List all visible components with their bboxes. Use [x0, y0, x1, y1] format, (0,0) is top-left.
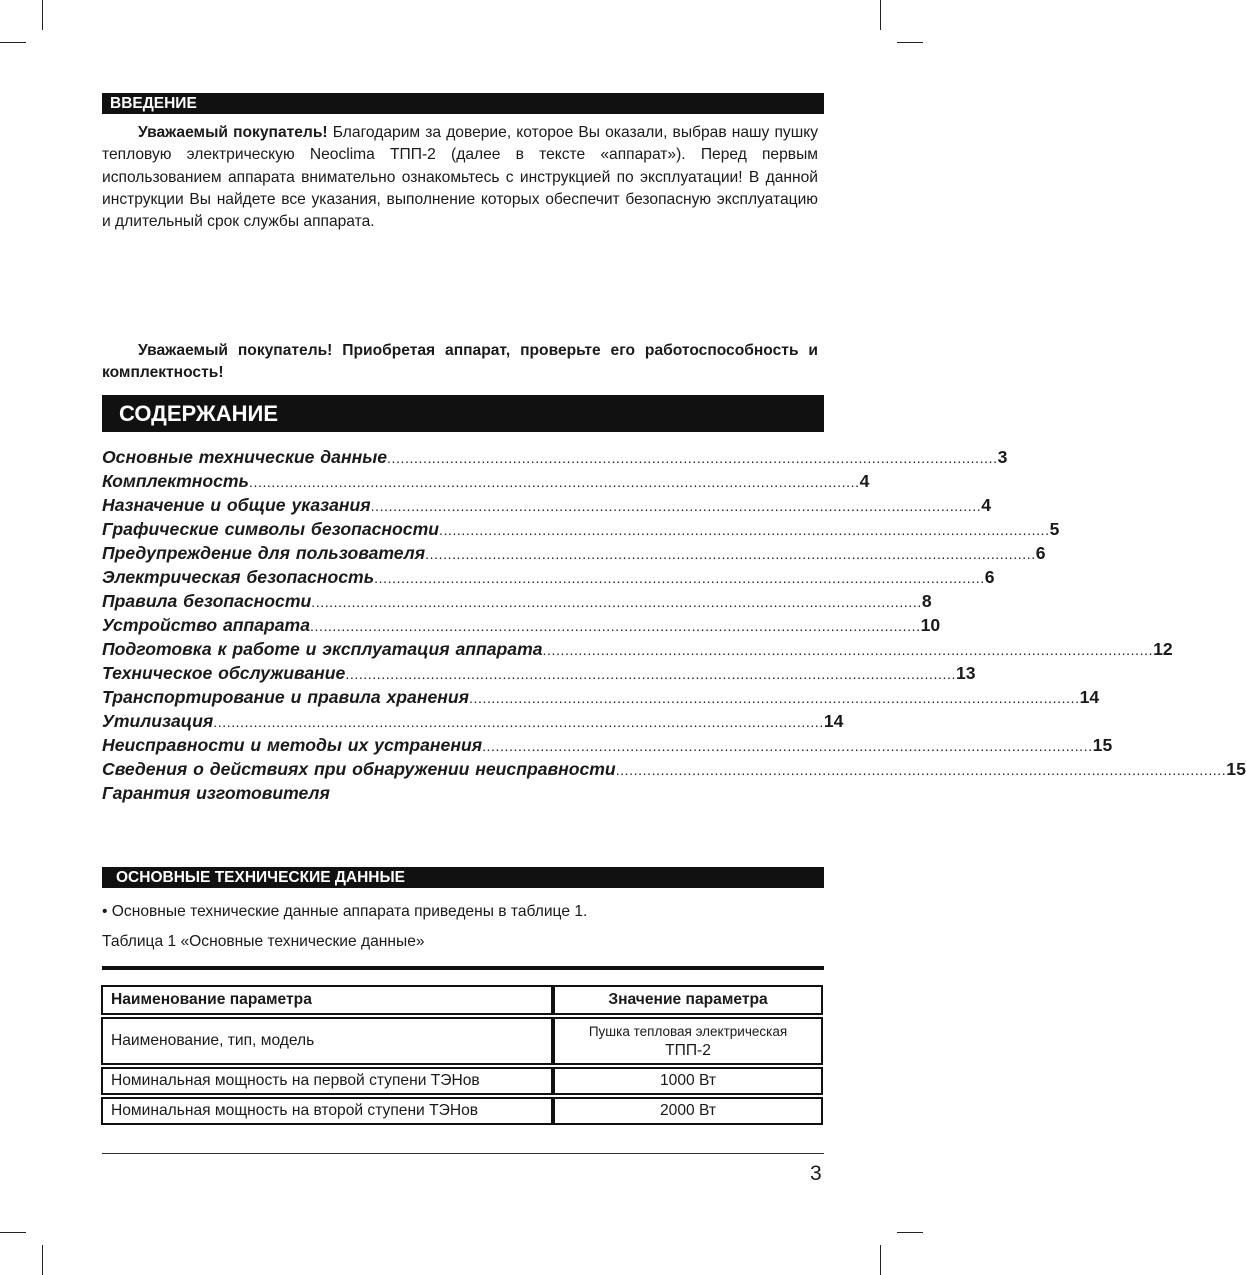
toc-leader-dots: ........................................................................................................................................	[345, 666, 956, 682]
crop-mark	[0, 1232, 26, 1233]
value-cell	[553, 1017, 823, 1065]
param-cell: Номинальная мощность на первой ступени ТЭНов	[101, 1067, 553, 1095]
toc-entry-title: Комплектность	[102, 471, 249, 491]
buyer-notice	[102, 340, 818, 385]
toc-entry-title: Подготовка к работе и эксплуатация аппарата	[102, 639, 543, 659]
toc-entry-page: 12	[1153, 639, 1173, 659]
param-cell: Наименование, тип, модель	[101, 1017, 553, 1065]
toc-entry[interactable]	[102, 639, 1173, 663]
toc-leader-dots: ........................................................................................................................................	[542, 642, 1154, 658]
toc-entry-page: 4	[859, 471, 870, 491]
toc-entry[interactable]	[102, 759, 1246, 783]
toc-entry-page: 6	[1035, 543, 1046, 563]
table-of-contents	[102, 447, 1246, 807]
toc-entry-title: Гарантия изготовителя	[102, 783, 330, 803]
toc-entry-title: Утилизация	[102, 711, 214, 731]
toc-entry[interactable]	[102, 519, 1060, 543]
toc-entry-title: Транспортирование и правила хранения	[102, 687, 469, 707]
column-header-value: Значение параметра	[553, 985, 823, 1015]
toc-entry-page: 15	[1226, 759, 1246, 779]
toc-entry-page: 15	[1092, 735, 1113, 755]
toc-heading: СОДЕРЖАНИЕ	[102, 395, 824, 432]
toc-leader-dots: ........................................................................................................................................	[374, 570, 985, 586]
value-line: Пушка тепловая электрическая	[588, 1024, 788, 1039]
toc-entry[interactable]	[102, 735, 1113, 759]
toc-entry[interactable]	[102, 567, 995, 591]
crop-mark	[897, 1232, 923, 1233]
toc-entry[interactable]	[102, 615, 941, 639]
toc-leader-dots: ........................................................................................................................................	[370, 498, 982, 514]
crop-mark	[42, 0, 43, 30]
toc-entry-page: 8	[921, 591, 932, 611]
toc-entry[interactable]	[102, 711, 844, 735]
intro-greeting: Уважаемый покупатель!	[138, 124, 328, 141]
footer-divider	[102, 1153, 824, 1154]
toc-entry-page: 10	[920, 615, 941, 635]
toc-leader-dots: ........................................................................................................................................	[615, 762, 1227, 778]
table-header-row	[101, 985, 823, 1015]
toc-entry-page: 14	[823, 711, 844, 731]
spec-table	[101, 983, 823, 1127]
table-row	[101, 1097, 823, 1125]
crop-mark	[880, 0, 881, 30]
toc-entry[interactable]	[102, 471, 870, 495]
toc-leader-dots: ........................................................................................................................................	[468, 690, 1080, 706]
toc-entry-title: Неисправности и методы их устранения	[102, 735, 483, 755]
toc-entry-title: Основные технические данные	[102, 447, 388, 467]
toc-entry-title: Устройство аппарата	[102, 615, 310, 635]
value-line: ТПП-2	[665, 1042, 711, 1059]
value-cell: 1000 Вт	[553, 1067, 823, 1095]
toc-entry-title: Графические символы безопасности	[102, 519, 439, 539]
toc-leader-dots: ........................................................................................................................................	[309, 618, 921, 634]
toc-leader-dots: ........................................................................................................................................	[311, 594, 922, 610]
value-cell: 2000 Вт	[553, 1097, 823, 1125]
crop-mark	[42, 1245, 43, 1275]
toc-entry-page: 3	[997, 447, 1008, 467]
toc-entry-title: Электрическая безопасность	[102, 567, 375, 587]
toc-entry-title: Правила безопасности	[102, 591, 312, 611]
page-number: 3	[810, 1162, 822, 1185]
crop-mark	[0, 42, 26, 43]
toc-entry[interactable]	[102, 495, 992, 519]
table-row	[101, 1067, 823, 1095]
toc-entry-page: 4	[981, 495, 992, 515]
specs-heading: ОСНОВНЫЕ ТЕХНИЧЕСКИЕ ДАННЫЕ	[102, 867, 824, 888]
intro-heading: ВВЕДЕНИЕ	[102, 93, 824, 114]
toc-entry-title: Техническое обслуживание	[102, 663, 346, 683]
crop-mark	[880, 1245, 881, 1275]
toc-entry-page: 5	[1049, 519, 1060, 539]
intro-paragraph	[102, 122, 818, 233]
table-caption: Таблица 1 «Основные технические данные»	[102, 933, 425, 950]
notice-text: Уважаемый покупатель! Приобретая аппарат, проверьте его работоспособность и комплектность!	[102, 342, 818, 382]
toc-entry-title: Предупреждение для пользователя	[102, 543, 426, 563]
toc-entry[interactable]	[102, 663, 976, 687]
table-row	[101, 1017, 823, 1065]
param-cell: Номинальная мощность на второй ступени ТЭНов	[101, 1097, 553, 1125]
toc-leader-dots: ........................................................................................................................................	[213, 714, 824, 730]
toc-entry[interactable]	[102, 447, 1008, 471]
toc-entry-page: 13	[955, 663, 976, 683]
divider	[102, 966, 824, 970]
specs-bullet: • Основные технические данные аппарата приведены в таблице 1.	[102, 903, 588, 920]
column-header-param: Наименование параметра	[101, 985, 553, 1015]
toc-leader-dots: ........................................................................................................................................	[425, 546, 1036, 562]
intro-text: Благодарим за доверие, которое Вы оказали, выбрав нашу пушку тепловую электрическую Neoclima ТПП-2 (далее в тексте «аппарат»). Перед первым использованием аппарата внимательно ознакомьтесь с инструкцией по эксплуатации! В данной инструкции Вы найдете все указания, выполнение которых обеспечит безопасную эксплуатацию и длительный срок службы аппарата.	[102, 124, 818, 231]
toc-entry[interactable]	[102, 783, 824, 807]
toc-leader-dots: ........................................................................................................................................	[387, 450, 998, 466]
toc-entry[interactable]	[102, 687, 1100, 711]
toc-entry-page: 14	[1079, 687, 1100, 707]
toc-leader-dots: ........................................................................................................................................	[248, 474, 860, 490]
toc-entry-title: Сведения о действиях при обнаружении неисправности	[102, 759, 616, 779]
toc-entry[interactable]	[102, 543, 1046, 567]
toc-entry-page: 6	[984, 567, 995, 587]
crop-mark	[897, 42, 923, 43]
toc-entry[interactable]	[102, 591, 932, 615]
toc-leader-dots: ........................................................................................................................................	[438, 522, 1050, 538]
toc-entry-title: Назначение и общие указания	[102, 495, 371, 515]
toc-leader-dots: ........................................................................................................................................	[482, 738, 1093, 754]
